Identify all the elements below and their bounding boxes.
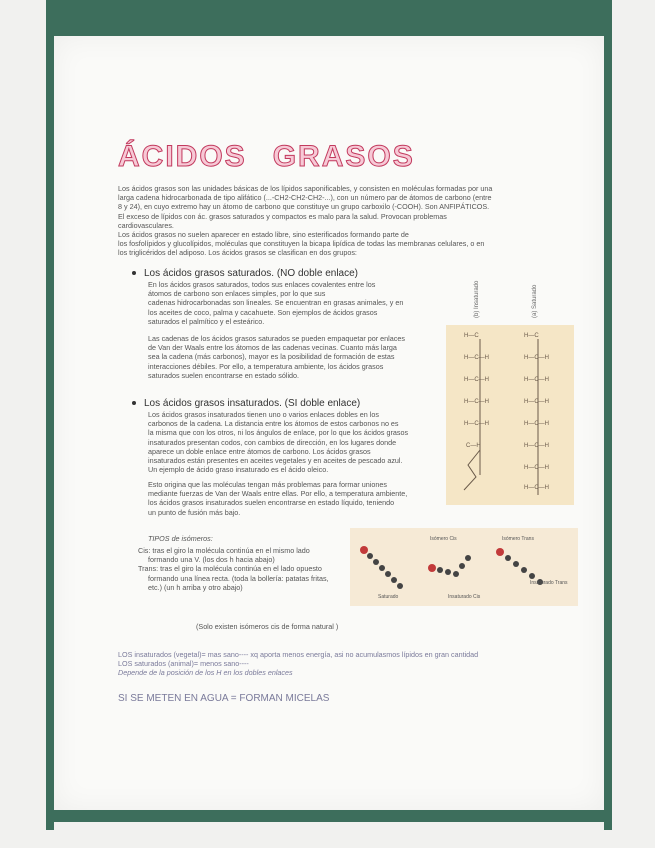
footer-notes (118, 650, 478, 677)
svg-text:H—C—H: H—C—H (464, 377, 489, 383)
intro-line: Los ácidos grasos son las unidades básicas de los lípidos saponificables, y consisten en moléculas formadas por una (118, 184, 493, 193)
svg-text:H—C—H: H—C—H (464, 421, 489, 427)
text-line: cadenas hidrocarbonadas son lineales. Se encuentran en grasas animales, y en (148, 298, 404, 308)
footer-line: LOS saturados (animal)= menos sano---- (118, 659, 249, 668)
fig-label-trans: Isómero Trans (502, 536, 534, 542)
text-line: Las cadenas de los ácidos grasos saturados se pueden empaquetar por enlaces (148, 334, 405, 343)
svg-text:H—C—H: H—C—H (524, 355, 549, 361)
text-line: la misma que con los otros, ni los ángulos de enlace, por lo que los ácidos grasos (148, 428, 409, 438)
cis-line: Cis: tras el giro la molécula continúa en el mismo lado (138, 546, 310, 555)
text-line: de Van der Waals entre los átomos de las cadenas vecinas. Cuanto más larga (148, 343, 397, 353)
chem-label-unsaturated: (b) Insaturado (474, 280, 480, 318)
green-backdrop-right (604, 0, 612, 830)
text-line: En los ácidos grasos saturados, todos sus enlaces covalentes entre los (148, 280, 376, 289)
intro-line: los triglicéridos del adiposo. Los ácidos grasos se clasifican en dos grupos: (118, 248, 357, 258)
micelles-note: SI SE METEN EN AGUA = FORMAN MICELAS (118, 693, 330, 704)
saturated-paragraph-1 (148, 280, 438, 326)
svg-text:H—C—H: H—C—H (464, 399, 489, 405)
svg-text:H—C: H—C (464, 333, 479, 339)
intro-line: los fosfolípidos y glucolípidos, moléculas que constituyen la bicapa lipídica de todas las membranas celulares, o en (118, 239, 485, 249)
cis-line: formando una V. (los dos h hacia abajo) (148, 555, 275, 565)
isomers-heading: TIPOS de isómeros: (148, 534, 213, 543)
svg-text:C—H: C—H (466, 443, 481, 449)
trans-line: etc.) (un h arriba y otro abajo) (148, 582, 243, 592)
text-line: Los ácidos grasos insaturados tienen uno o varios enlaces dobles en los (148, 410, 379, 419)
intro-paragraph (118, 184, 538, 258)
svg-text:H—C—H: H—C—H (524, 399, 549, 405)
text-line: mediante fuerzas de Van der Waals entre ellas. Por ello, a temperatura ambiente, (148, 489, 408, 499)
text-line: Un ejemplo de ácido graso insaturado es el ácido oleico. (148, 465, 329, 475)
intro-line: larga cadena hidrocarbonada de tipo alifático (...-CH2-CH2-CH2-...), con un número par de átomos de carbono (entre (118, 193, 492, 203)
trans-line: Trans: tras el giro la molécula continúa en el lado opuesto (138, 564, 322, 574)
title-word-2: GRASOS (272, 140, 415, 173)
structure-drawing (446, 325, 574, 505)
fig-label-unsat-cis: Insaturado Cis (448, 594, 481, 600)
isomer-drawing (350, 528, 578, 606)
text-line: un punto de fusión más bajo. (148, 507, 241, 517)
fatty-acid-structure-diagram (446, 325, 574, 505)
svg-text:H—C—H: H—C—H (524, 485, 549, 491)
fig-label-saturated: Saturado (378, 594, 399, 600)
text-line: sea la cadena (más carbonos), mayor es la posibilidad de formación de estas (148, 352, 395, 362)
saturated-paragraph-2 (148, 334, 438, 380)
footer-line: LOS insaturados (vegetal)= mas sano---- xq aporta menos energía, asi no acumulasmos lípidos en gran cantidad (118, 650, 479, 659)
text-line: saturados el palmítico y el esteárico. (148, 316, 265, 326)
intro-line: 8 y 24), en cuyo extremo hay un átomo de carbono que constituye un grupo carboxilo (-COOH). Son ANFIPÁTICOS. (118, 202, 490, 212)
page-title (118, 140, 441, 174)
svg-text:H—C—H: H—C—H (464, 355, 489, 361)
isomers-note: (Solo existen isómeros cis de forma natural ) (196, 622, 339, 631)
text-line: los ácidos grasos insaturados suelen encontrarse en estado líquido, teniendo (148, 498, 395, 508)
fig-label-cis: Isómero Cis (430, 536, 457, 542)
svg-text:H—C—H: H—C—H (524, 465, 549, 471)
text-line: Esto origina que las moléculas tengan más problemas para formar uniones (148, 480, 387, 489)
text-line: carbonos de la cadena. La distancia entre los átomos de estos carbonos no es (148, 419, 399, 429)
text-line: aparece un doble enlace entre átomos de carbono. Los ácidos grasos (148, 446, 371, 456)
text-line: interacciones débiles. Por ello, a temperatura ambiente, los ácidos grasos (148, 361, 384, 371)
text-line: insaturados están presentes en aceites vegetales y en aceites de pescado azul. (148, 456, 403, 466)
unsaturated-heading-text: Los ácidos grasos insaturados. (SI doble enlace) (144, 398, 361, 409)
isomers-list (138, 546, 354, 592)
saturated-heading-text: Los ácidos grasos saturados. (NO doble enlace) (144, 268, 359, 279)
bullet-icon (132, 271, 136, 275)
svg-text:H—C—H: H—C—H (524, 377, 549, 383)
green-backdrop-bottom (46, 808, 612, 822)
intro-line: cardiovasculares. (118, 220, 174, 230)
unsaturated-paragraph-2 (148, 480, 438, 517)
intro-line: Los ácidos grasos no suelen aparecer en estado libre, sino esterificados formando parte de (118, 230, 409, 240)
text-line: los aceites de coco, palma y cacahuete. Son ejemplos de ácidos grasos (148, 307, 378, 317)
text-line: átomos de carbono son enlaces simples, por lo que sus (148, 289, 326, 299)
text-line: insaturados presentan codos, con cambios de dirección, en los lugares donde (148, 437, 397, 447)
chem-label-saturated: (a) Saturado (532, 284, 538, 318)
saturated-heading (132, 268, 358, 279)
svg-text:H—C—H: H—C—H (524, 421, 549, 427)
unsaturated-heading (132, 398, 360, 409)
unsaturated-paragraph-1 (148, 410, 438, 474)
footer-line: Depende de la posición de los H en los dobles enlaces (118, 668, 293, 677)
fig-label-unsat-trans: Insaturado Trans (530, 580, 568, 586)
green-backdrop-top (48, 0, 609, 40)
title-word-1: ÁCIDOS (118, 140, 247, 173)
intro-line: El exceso de lípidos con ác. grasos saturados y compactos es malo para la salud. Provocan problemas (118, 211, 447, 221)
svg-text:H—C: H—C (524, 333, 539, 339)
text-line: saturados suelen encontrarse en estado sólido. (148, 370, 300, 380)
isomer-figure (350, 528, 578, 606)
bullet-icon (132, 401, 136, 405)
green-backdrop-left (46, 0, 54, 830)
trans-line: formando una línea recta. (toda la bollería: patatas fritas, (148, 573, 329, 583)
svg-text:H—C—H: H—C—H (524, 443, 549, 449)
